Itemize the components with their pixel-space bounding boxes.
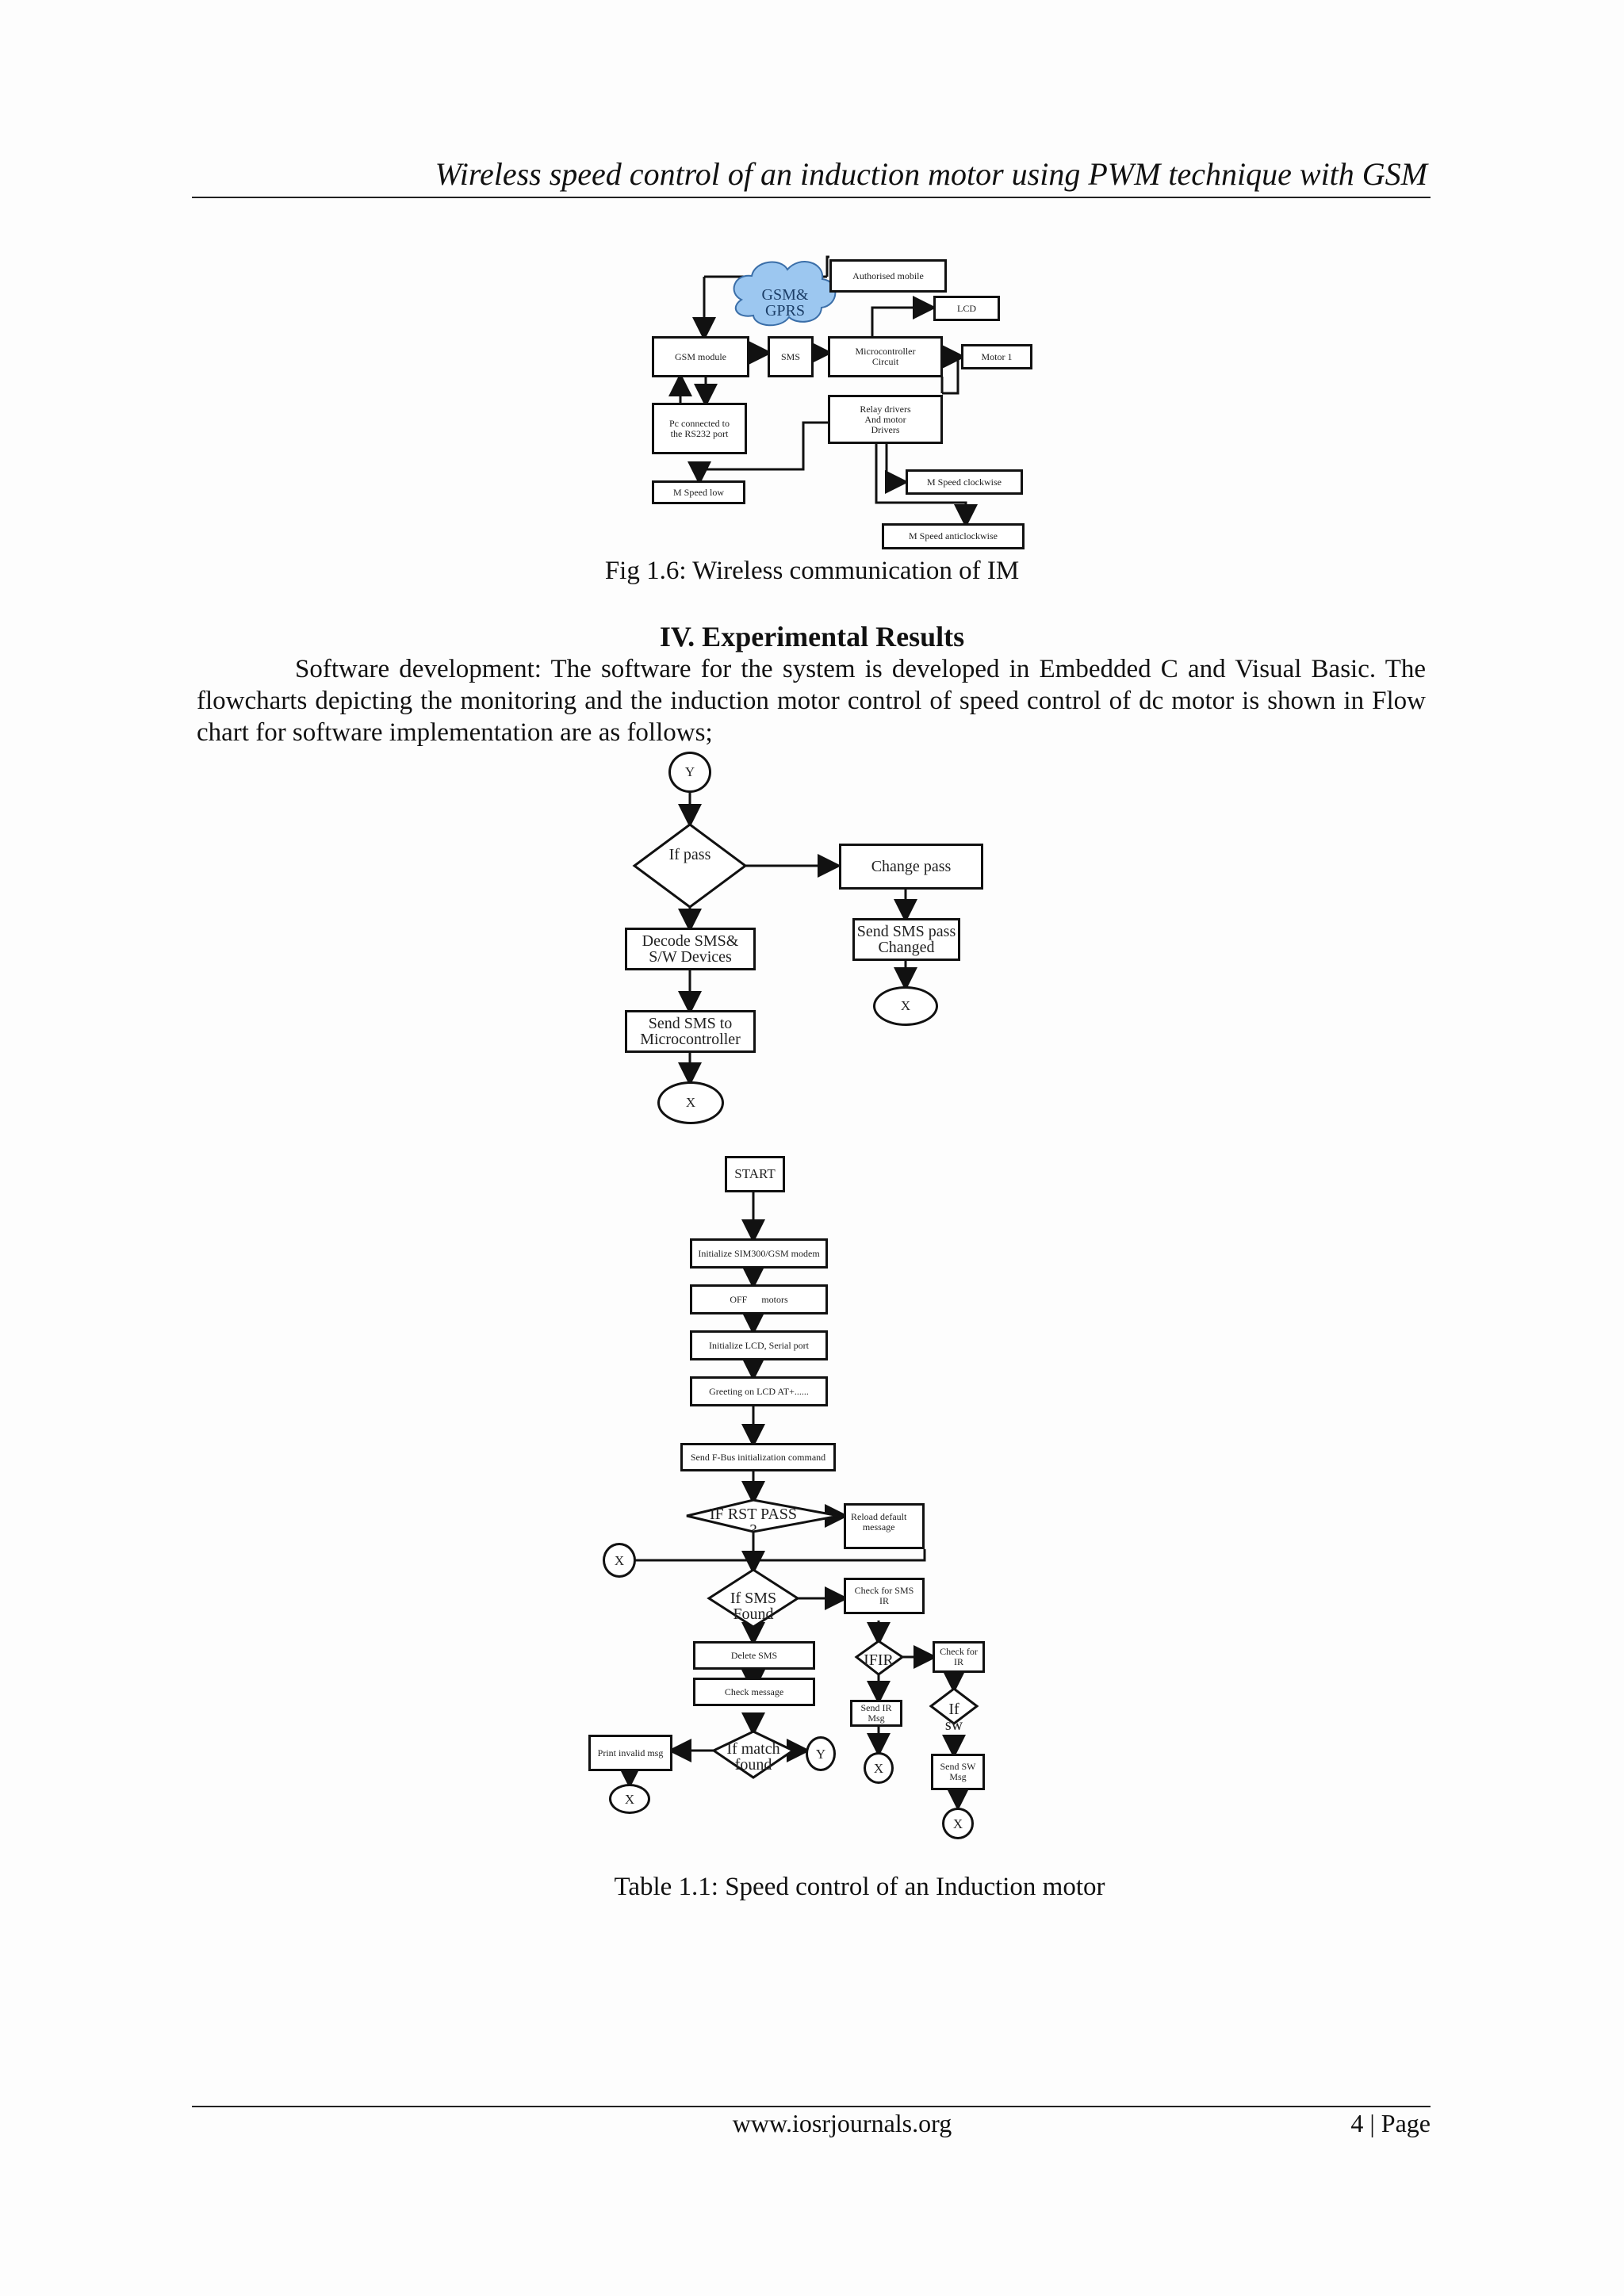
send-sms-pass-changed-box: Send SMS pass Changed	[852, 918, 960, 961]
fc1-y-connector: Y	[668, 752, 711, 793]
figure1-caption: Fig 1.6: Wireless communication of IM	[604, 557, 1020, 585]
authorised-mobile-box: Authorised mobile	[829, 259, 947, 293]
change-pass-box: Change pass	[839, 844, 983, 890]
flowchart1-connectors	[0, 745, 1624, 1142]
init-modem-box: Initialize SIM300/GSM modem	[690, 1238, 828, 1269]
print-invalid-box: Print invalid msg	[588, 1735, 672, 1771]
ifir-label: IFIR	[864, 1651, 894, 1669]
check-sms-ir-box: Check for SMS IR	[844, 1578, 925, 1614]
footer-rule	[192, 2106, 1431, 2107]
fc2-x-connector-ir: X	[864, 1752, 894, 1784]
lcd-box: LCD	[933, 296, 1000, 321]
running-header: Wireless speed control of an induction motor using PWM technique with GSM	[435, 156, 1427, 192]
if-sms-found-label: If SMS Found	[730, 1590, 777, 1623]
decode-sms-box: Decode SMS& S/W Devices	[625, 928, 756, 970]
motor1-box: Motor 1	[961, 344, 1032, 369]
table-caption: Table 1.1: Speed control of an Induction motor	[614, 1873, 1105, 1901]
if-match-found-label: If match found	[726, 1740, 780, 1774]
send-sw-msg-box: Send SW Msg	[931, 1754, 985, 1790]
send-sms-microcontroller-box: Send SMS to Microcontroller	[625, 1010, 756, 1053]
send-ir-msg-box: Send IR Msg	[850, 1700, 902, 1727]
fc1-x-connector-right: X	[873, 986, 938, 1026]
send-fbus-box: Send F-Bus initialization command	[680, 1443, 836, 1471]
fc2-y-connector: Y	[806, 1736, 836, 1771]
delete-sms-box: Delete SMS	[693, 1641, 815, 1670]
sms-box: SMS	[768, 336, 814, 377]
check-ir-box: Check for IR	[933, 1641, 985, 1673]
ifsw-label: If sw	[944, 1701, 963, 1734]
if-pass-diamond	[634, 825, 745, 907]
footer-website: www.iosrjournals.org	[732, 2109, 952, 2137]
body-text: Software development: The software for the system is developed in Embedded C and Visual Basic. The flowcharts depicting the monitoring and the induction motor control of speed control of dc motor is shown in Flow chart for software implementation are as follows;	[197, 655, 1426, 747]
fc1-x-connector-bottom: X	[657, 1081, 724, 1124]
section-heading: IV. Experimental Results	[659, 621, 965, 652]
relay-drivers-box: Relay drivers And motor Drivers	[828, 395, 943, 444]
gsm-gprs-cloud-label: GSM& GPRS	[761, 286, 809, 320]
speed-clockwise-box: M Speed clockwise	[906, 469, 1023, 495]
pc-box: Pc connected to the RS232 port	[652, 403, 747, 454]
speed-low-box: M Speed low	[652, 480, 745, 504]
fc2-x-connector-sw: X	[942, 1808, 974, 1839]
start-box: START	[725, 1156, 785, 1192]
microcontroller-box: Microcontroller Circuit	[828, 336, 943, 377]
block-diagram-connectors	[0, 0, 1624, 571]
fc2-x-connector-invalid: X	[609, 1784, 650, 1814]
gsm-module-box: GSM module	[652, 336, 749, 377]
fc2-x-connector-left: X	[603, 1543, 636, 1578]
greeting-box: Greeting on LCD AT+......	[690, 1376, 828, 1406]
init-lcd-box: Initialize LCD, Serial port	[690, 1330, 828, 1360]
check-message-box: Check message	[693, 1678, 815, 1706]
reload-default-box: Reload default message	[844, 1503, 925, 1549]
if-pass-label: If pass	[668, 846, 711, 863]
speed-anticlockwise-box: M Speed anticlockwise	[882, 523, 1025, 549]
body-paragraph	[197, 653, 1426, 748]
off-motors-box: OFF motors	[690, 1284, 828, 1314]
footer-page-number: 4 | Page	[1350, 2109, 1431, 2137]
if-rst-pass-label: IF RST PASS ?	[709, 1506, 798, 1539]
